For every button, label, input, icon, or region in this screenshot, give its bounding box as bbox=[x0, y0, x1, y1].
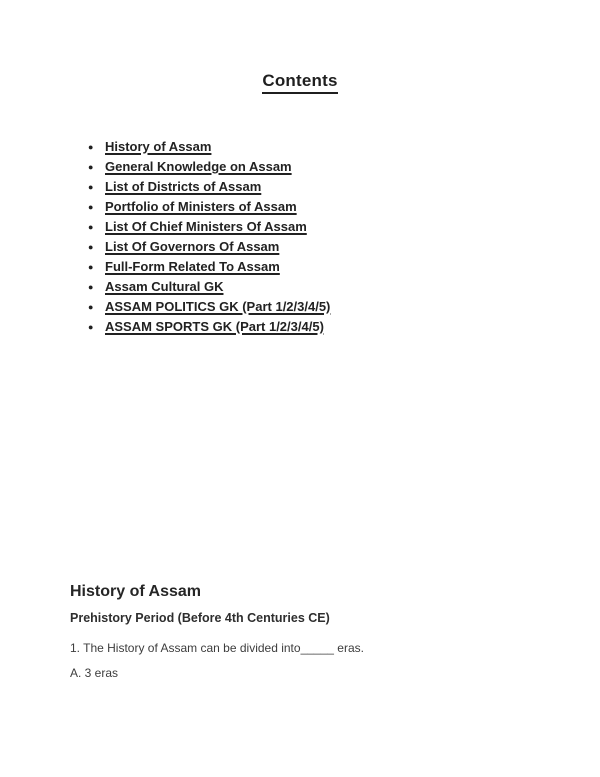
list-item[interactable] bbox=[88, 317, 330, 337]
bullet-icon: ● bbox=[88, 322, 94, 332]
bullet-icon: ● bbox=[88, 262, 94, 272]
answer-text: A. 3 eras bbox=[70, 666, 119, 680]
toc-link-districts[interactable]: List of Districts of Assam bbox=[105, 179, 262, 194]
toc-link-portfolio-ministers[interactable]: Portfolio of Ministers of Assam bbox=[105, 199, 297, 214]
list-item[interactable] bbox=[88, 297, 330, 317]
toc-link-politics-gk[interactable]: ASSAM POLITICS GK (Part 1/2/3/4/5) bbox=[105, 299, 331, 314]
list-item[interactable] bbox=[88, 177, 330, 197]
toc-link-governors[interactable]: List Of Governors Of Assam bbox=[105, 239, 280, 254]
toc-link-general-knowledge[interactable]: General Knowledge on Assam bbox=[105, 159, 292, 174]
list-item[interactable] bbox=[88, 157, 330, 177]
list-item[interactable] bbox=[88, 277, 330, 297]
question-text: 1. The History of Assam can be divided into_____ eras. bbox=[70, 641, 364, 655]
bullet-icon: ● bbox=[88, 182, 94, 192]
page-title: Contents bbox=[0, 71, 600, 94]
bullet-icon: ● bbox=[88, 222, 94, 232]
bullet-icon: ● bbox=[88, 202, 94, 212]
section-subheading: Prehistory Period (Before 4th Centuries CE) bbox=[70, 611, 330, 625]
list-item[interactable] bbox=[88, 237, 330, 257]
list-item[interactable] bbox=[88, 257, 330, 277]
bullet-icon: ● bbox=[88, 162, 94, 172]
toc-link-full-form[interactable]: Full-Form Related To Assam bbox=[105, 259, 280, 274]
list-item[interactable] bbox=[88, 197, 330, 217]
list-item[interactable] bbox=[88, 217, 330, 237]
toc-link-cultural-gk[interactable]: Assam Cultural GK bbox=[105, 279, 224, 294]
toc-link-chief-ministers[interactable]: List Of Chief Ministers Of Assam bbox=[105, 219, 307, 234]
bullet-icon: ● bbox=[88, 282, 94, 292]
toc-link-history-of-assam[interactable]: History of Assam bbox=[105, 139, 212, 154]
bullet-icon: ● bbox=[88, 302, 94, 312]
bullet-icon: ● bbox=[88, 142, 94, 152]
list-item[interactable] bbox=[88, 137, 330, 157]
bullet-icon: ● bbox=[88, 242, 94, 252]
section-heading: History of Assam bbox=[70, 583, 201, 600]
toc-link-sports-gk[interactable]: ASSAM SPORTS GK (Part 1/2/3/4/5) bbox=[105, 319, 324, 334]
contents-list bbox=[88, 137, 330, 337]
